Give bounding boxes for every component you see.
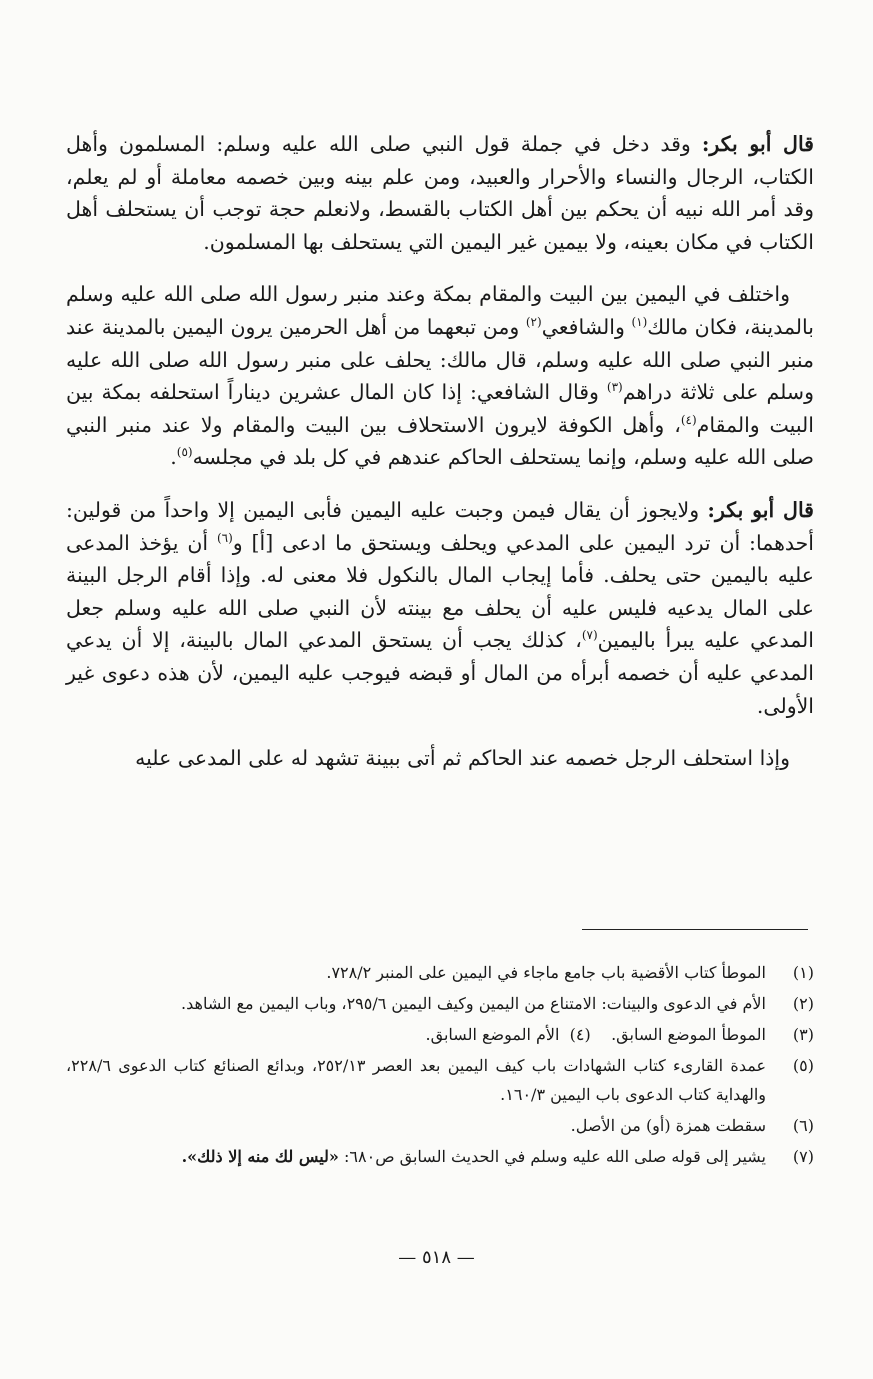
page-number: — ٥١٨ — bbox=[398, 1247, 475, 1268]
footnote-reference: (٢) bbox=[525, 315, 542, 330]
footnote-reference: (٦) bbox=[216, 530, 233, 545]
paragraph-text: وإذا استحلف الرجل خصمه عند الحاكم ثم أتى ببينة تشهد له على المدعى عليه bbox=[135, 746, 790, 771]
footnote bbox=[66, 1020, 814, 1049]
paragraph-text: أن يؤخذ المدعى عليه باليمين حتى يحلف. فأما إيجاب المال بالنكول فلا معنى له. وإذا أقام الرجل البينة على المال يدعيه فليس عليه أن يحلف مع بينته لأن النبي صلى الله عليه وسلم جعل المدعي عليه يبرأ باليمين bbox=[66, 530, 814, 653]
footnote-text: الأم في الدعوى والبينات: الامتناع من اليمين وكيف اليمين ٢٩٥/٦، وباب اليمين مع الشاهد. bbox=[181, 994, 766, 1013]
footnote bbox=[66, 1142, 814, 1171]
footnote-quote: «ليس لك منه إلا ذلك». bbox=[181, 1147, 339, 1166]
footnote bbox=[66, 1111, 814, 1140]
paragraph-4 bbox=[66, 742, 814, 775]
footnote bbox=[66, 989, 814, 1018]
footnote-number: (٥) bbox=[792, 1056, 814, 1075]
footnote-number: (٢) bbox=[792, 994, 814, 1013]
footnote-reference: (٧) bbox=[581, 628, 598, 643]
footnote-text: الموطأ الموضع السابق. (٤) الأم الموضع السابق. bbox=[425, 1025, 766, 1044]
paragraph-1 bbox=[66, 128, 814, 258]
footnote-reference: (١) bbox=[631, 315, 648, 330]
footnote-separator bbox=[582, 929, 808, 930]
paragraph-text: ولايجوز أن يقال فيمن وجبت عليه اليمين فأبى اليمين إلا واحداً من قولين: أحدهما: أن ترد اليمين على المدعي ويحلف ويستحق ما ادعى [أ] و bbox=[66, 497, 815, 555]
footnote-number: (٦) bbox=[792, 1116, 814, 1135]
footnote-text: سقطت همزة (أو) من الأصل. bbox=[570, 1116, 766, 1135]
footnote-reference: (٣) bbox=[606, 380, 623, 395]
footnote-text: الموطأ كتاب الأقضية باب جامع ماجاء في اليمين على المنبر ٧٢٨/٢. bbox=[326, 963, 766, 982]
paragraph-text: ، كذلك يجب أن يستحق المدعي المال بالبينة، إلا أن يدعي المدعي عليه أن خصمه أبرأه من المال أو قبضه فيوجب عليه اليمين، لأن هذه دعوى غير الأولى. bbox=[66, 628, 814, 718]
footnote-number: (٣) bbox=[792, 1025, 814, 1044]
footnote-reference: (٤) bbox=[680, 412, 697, 427]
footnote-text: يشير إلى قوله صلى الله عليه وسلم في الحديث السابق ص٦٨٠: bbox=[338, 1147, 766, 1166]
paragraph-text: والشافعي bbox=[541, 314, 632, 339]
paragraph-text: ، وأهل الكوفة لايرون الاستحلاف بين البيت والمقام ولا عند منبر النبي صلى الله عليه وسلم، وإنما يستحلف الحاكم عندهم في كل بلد في مجلسه bbox=[66, 412, 814, 470]
footnote bbox=[66, 1051, 814, 1109]
footnote-reference: (٥) bbox=[176, 445, 193, 460]
paragraph-text: . bbox=[170, 445, 177, 470]
paragraph-3 bbox=[66, 494, 814, 722]
footnote bbox=[66, 958, 814, 987]
paragraph-lead: قال أبو بكر: bbox=[701, 132, 814, 156]
paragraph-text: وقد دخل في جملة قول النبي صلى الله عليه وسلم: المسلمون وأهل الكتاب، الرجال والنساء والأحرار والعبيد، ومن علم بينه وبين خصمه معاملة أو لم يعلم، وقد أمر الله نبيه أن يحكم بين أهل الكتاب بالقسط، ولانعلم حجة توجب أن يستحلف أهل الكتاب في مكان بعينه، ولا بيمين غير اليمين التي يستحلف بها المسلمون. bbox=[66, 132, 814, 254]
footnote-text-wrapper bbox=[66, 1142, 766, 1171]
paragraph-text: وقال الشافعي: إذا كان المال عشرين ديناراً استحلفه بمكة بين البيت والمقام bbox=[66, 380, 814, 437]
footnote-number: (٧) bbox=[792, 1147, 814, 1166]
footnote-number: (١) bbox=[792, 963, 814, 982]
paragraph-2 bbox=[66, 278, 814, 474]
paragraph-lead: قال أبو بكر: bbox=[707, 497, 814, 522]
main-text bbox=[66, 128, 814, 795]
footnote-text: عمدة القارىء كتاب الشهادات باب كيف اليمين بعد العصر ٢٥٢/١٣، وبدائع الصنائع كتاب الدعوى ٢٢٨/٦، والهداية كتاب الدعوى باب اليمين ١٦٠/٣. bbox=[66, 1056, 767, 1104]
paragraph-text: ومن تبعهما من أهل الحرمين يرون اليمين بالمدينة عند منبر النبي صلى الله عليه وسلم، قال مالك: يحلف على منبر رسول الله صلى الله عليه وسلم على ثلاثة دراهم bbox=[66, 314, 814, 405]
footnotes bbox=[66, 958, 814, 1173]
paragraph-text: واختلف في اليمين بين البيت والمقام بمكة وعند منبر رسول الله صلى الله عليه وسلم بالمدينة، فكان مالك bbox=[66, 282, 815, 339]
